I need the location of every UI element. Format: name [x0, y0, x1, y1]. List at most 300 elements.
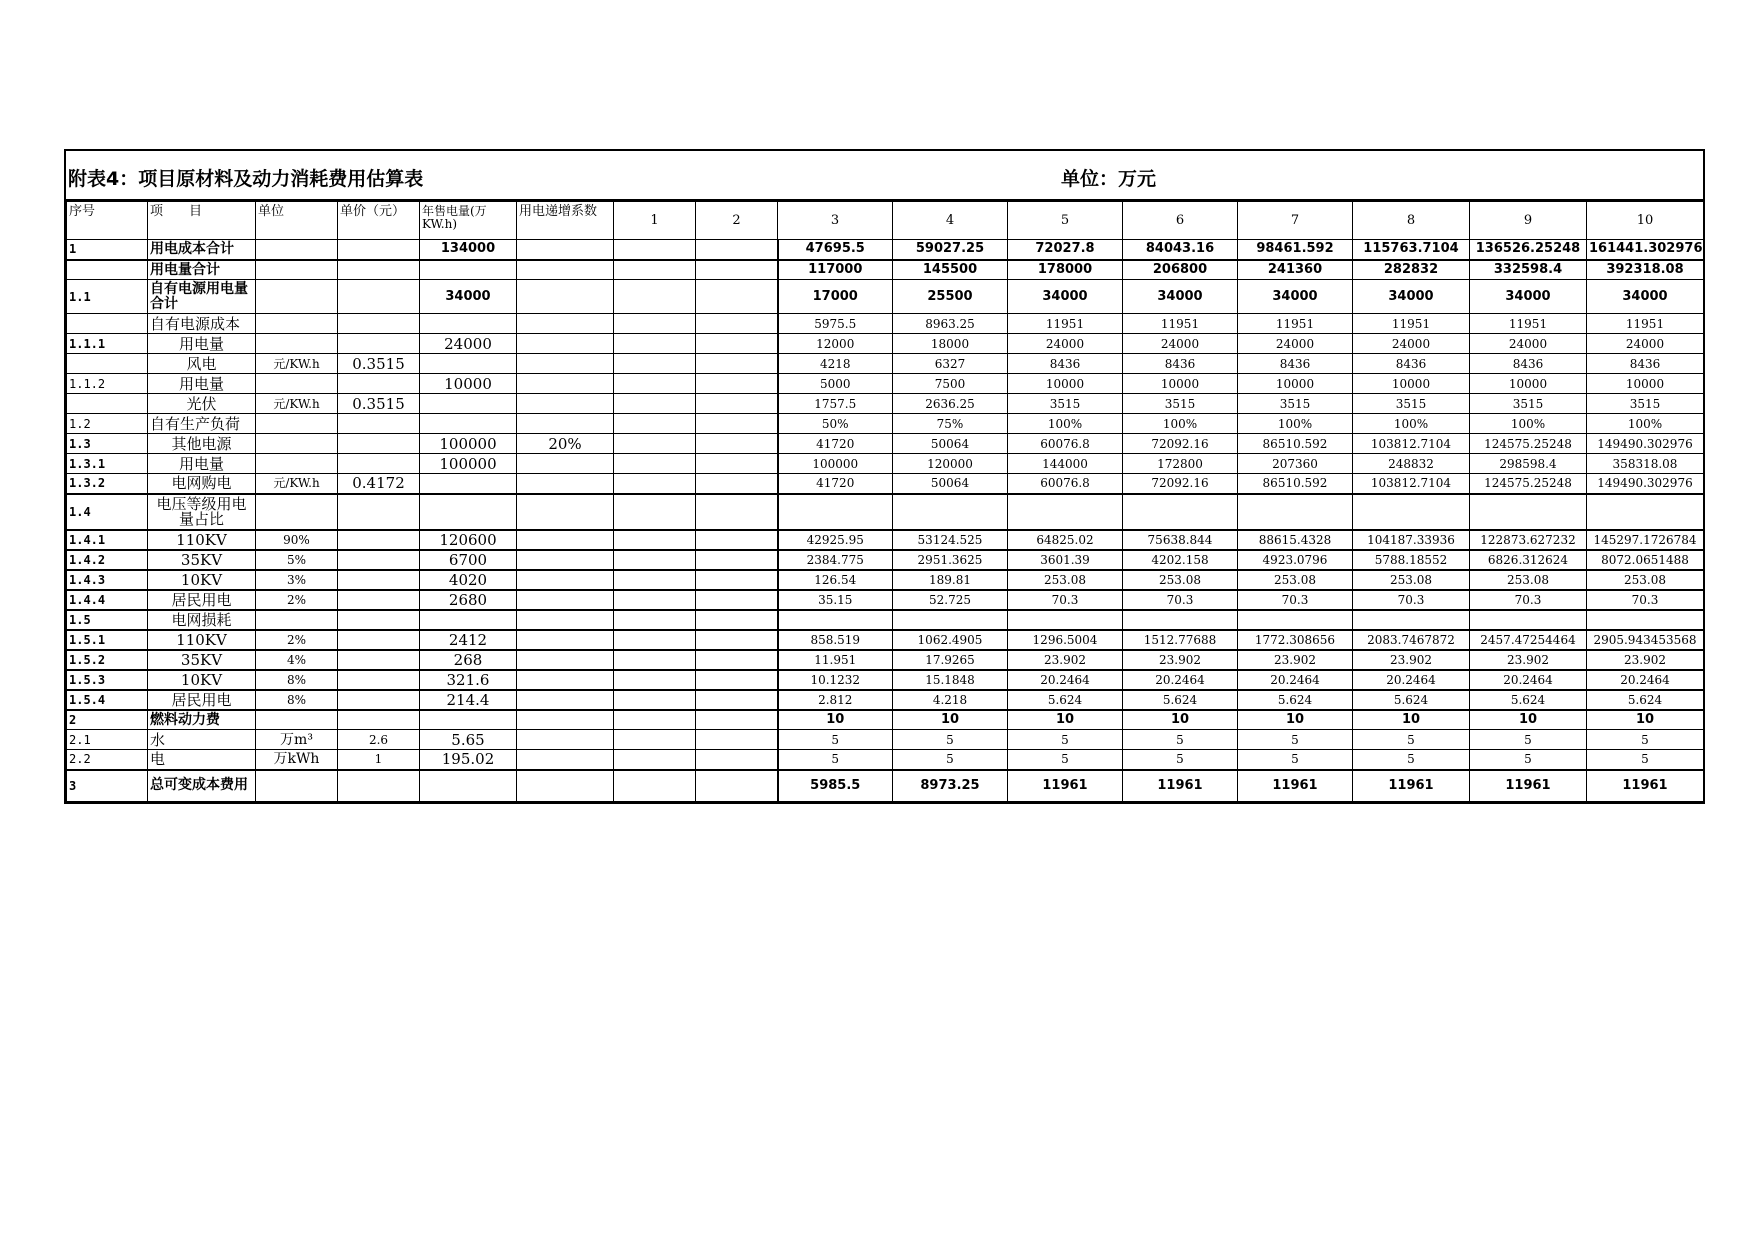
row-year-6: 5 [1123, 750, 1238, 770]
row-unit-price [338, 610, 420, 630]
row-year-2 [696, 394, 778, 414]
table-row [67, 550, 1704, 570]
row-seq: 1.3.2 [67, 474, 148, 494]
column-header: 4 [893, 202, 1008, 240]
row-annual-sales [420, 394, 517, 414]
row-year-8: 5 [1353, 750, 1470, 770]
row-year-1 [614, 454, 696, 474]
row-year-9: 5 [1470, 730, 1587, 750]
row-item-name: 用电量 [148, 454, 256, 474]
row-growth-coefficient [517, 690, 614, 710]
row-year-5: 10000 [1008, 374, 1123, 394]
table-row [67, 434, 1704, 454]
row-year-2 [696, 260, 778, 280]
row-year-4: 50064 [893, 434, 1008, 454]
row-unit: 元/KW.h [256, 394, 338, 414]
row-growth-coefficient [517, 770, 614, 802]
row-seq: 1.4.2 [67, 550, 148, 570]
row-year-5: 34000 [1008, 280, 1123, 314]
cost-table [66, 201, 1704, 802]
row-unit-price [338, 334, 420, 354]
row-unit-price: 2.6 [338, 730, 420, 750]
column-header: 3 [778, 202, 893, 240]
row-unit [256, 610, 338, 630]
row-year-1 [614, 394, 696, 414]
row-unit-price [338, 630, 420, 650]
row-year-7: 207360 [1238, 454, 1353, 474]
row-year-5: 60076.8 [1008, 474, 1123, 494]
row-year-5: 5.624 [1008, 690, 1123, 710]
row-unit: 8% [256, 670, 338, 690]
row-unit-price: 0.3515 [338, 354, 420, 374]
row-year-10: 392318.08 [1587, 260, 1704, 280]
row-year-1 [614, 280, 696, 314]
row-year-3: 12000 [778, 334, 893, 354]
row-item-name: 电 [148, 750, 256, 770]
column-header: 单位 [256, 202, 338, 240]
row-year-9: 124575.25248 [1470, 474, 1587, 494]
row-seq: 1.5.4 [67, 690, 148, 710]
row-year-1 [614, 570, 696, 590]
column-header: 单价（元） [338, 202, 420, 240]
table-row [67, 374, 1704, 394]
row-growth-coefficient [517, 570, 614, 590]
row-year-3: 858.519 [778, 630, 893, 650]
row-year-9: 100% [1470, 414, 1587, 434]
row-year-8 [1353, 494, 1470, 530]
row-year-1 [614, 610, 696, 630]
row-seq: 1.4.1 [67, 530, 148, 550]
row-year-8: 23.902 [1353, 650, 1470, 670]
row-item-name: 水 [148, 730, 256, 750]
row-year-3: 2.812 [778, 690, 893, 710]
row-item-name: 35KV [148, 650, 256, 670]
row-year-2 [696, 690, 778, 710]
row-year-7: 241360 [1238, 260, 1353, 280]
row-year-9 [1470, 494, 1587, 530]
row-annual-sales [420, 710, 517, 730]
row-year-9: 8436 [1470, 354, 1587, 374]
row-year-9: 20.2464 [1470, 670, 1587, 690]
row-unit [256, 240, 338, 260]
column-header: 项 目 [148, 202, 256, 240]
row-year-10: 10 [1587, 710, 1704, 730]
row-year-2 [696, 570, 778, 590]
row-item-name: 自有电源用电量合计 [148, 280, 256, 314]
row-growth-coefficient [517, 710, 614, 730]
table-row [67, 690, 1704, 710]
row-year-5: 10 [1008, 710, 1123, 730]
row-item-name: 居民用电 [148, 690, 256, 710]
row-year-8: 5 [1353, 730, 1470, 750]
row-year-7: 11951 [1238, 314, 1353, 334]
row-year-3: 1757.5 [778, 394, 893, 414]
row-year-9: 5 [1470, 750, 1587, 770]
row-year-6: 11961 [1123, 770, 1238, 802]
row-growth-coefficient [517, 610, 614, 630]
row-year-4: 5 [893, 730, 1008, 750]
row-unit [256, 434, 338, 454]
row-year-5 [1008, 610, 1123, 630]
row-year-7: 11961 [1238, 770, 1353, 802]
row-item-name: 自有电源成本 [148, 314, 256, 334]
row-year-4: 145500 [893, 260, 1008, 280]
row-item-name: 10KV [148, 670, 256, 690]
table-row [67, 770, 1704, 802]
row-unit: 90% [256, 530, 338, 550]
row-year-4: 75% [893, 414, 1008, 434]
table-row [67, 314, 1704, 334]
row-growth-coefficient [517, 394, 614, 414]
row-item-name: 总可变成本费用 [148, 770, 256, 802]
row-growth-coefficient [517, 650, 614, 670]
row-year-7: 20.2464 [1238, 670, 1353, 690]
table-row [67, 650, 1704, 670]
row-annual-sales: 10000 [420, 374, 517, 394]
table-row [67, 710, 1704, 730]
row-annual-sales: 2412 [420, 630, 517, 650]
row-year-2 [696, 730, 778, 750]
row-year-4: 5 [893, 750, 1008, 770]
row-year-10: 34000 [1587, 280, 1704, 314]
row-item-name: 用电成本合计 [148, 240, 256, 260]
row-year-2 [696, 650, 778, 670]
row-growth-coefficient [517, 630, 614, 650]
row-year-5: 1296.5004 [1008, 630, 1123, 650]
row-annual-sales: 214.4 [420, 690, 517, 710]
row-year-6: 5 [1123, 730, 1238, 750]
row-year-5: 178000 [1008, 260, 1123, 280]
table-row [67, 630, 1704, 650]
row-year-10: 149490.302976 [1587, 434, 1704, 454]
row-year-3: 5 [778, 730, 893, 750]
row-year-4: 189.81 [893, 570, 1008, 590]
row-year-1 [614, 530, 696, 550]
row-year-3: 126.54 [778, 570, 893, 590]
row-year-10: 10000 [1587, 374, 1704, 394]
row-year-4: 18000 [893, 334, 1008, 354]
row-seq: 2.1 [67, 730, 148, 750]
row-unit-price [338, 670, 420, 690]
row-unit-price [338, 434, 420, 454]
row-year-8: 2083.7467872 [1353, 630, 1470, 650]
row-growth-coefficient [517, 730, 614, 750]
row-year-3: 17000 [778, 280, 893, 314]
row-year-10: 8436 [1587, 354, 1704, 374]
row-year-5: 3515 [1008, 394, 1123, 414]
row-growth-coefficient [517, 280, 614, 314]
row-year-7: 5.624 [1238, 690, 1353, 710]
row-year-4: 53124.525 [893, 530, 1008, 550]
row-growth-coefficient [517, 750, 614, 770]
row-year-2 [696, 770, 778, 802]
row-year-9: 11961 [1470, 770, 1587, 802]
row-year-2 [696, 494, 778, 530]
row-year-7: 88615.4328 [1238, 530, 1353, 550]
row-year-6: 20.2464 [1123, 670, 1238, 690]
row-year-1 [614, 414, 696, 434]
row-year-3: 35.15 [778, 590, 893, 610]
row-year-4: 25500 [893, 280, 1008, 314]
row-year-7: 5 [1238, 750, 1353, 770]
row-year-7: 70.3 [1238, 590, 1353, 610]
row-seq [67, 314, 148, 334]
row-item-name: 电网购电 [148, 474, 256, 494]
row-item-name: 自有生产负荷 [148, 414, 256, 434]
row-year-5: 72027.8 [1008, 240, 1123, 260]
row-year-5: 24000 [1008, 334, 1123, 354]
row-annual-sales [420, 610, 517, 630]
row-year-6: 4202.158 [1123, 550, 1238, 570]
row-unit-price [338, 570, 420, 590]
row-year-10: 2905.943453568 [1587, 630, 1704, 650]
row-year-5: 11961 [1008, 770, 1123, 802]
row-year-6: 172800 [1123, 454, 1238, 474]
row-growth-coefficient [517, 314, 614, 334]
row-item-name: 10KV [148, 570, 256, 590]
row-year-1 [614, 374, 696, 394]
row-seq: 1.4.4 [67, 590, 148, 610]
row-year-7: 98461.592 [1238, 240, 1353, 260]
table-row [67, 474, 1704, 494]
column-header: 7 [1238, 202, 1353, 240]
row-year-2 [696, 590, 778, 610]
row-year-4: 52.725 [893, 590, 1008, 610]
row-unit-price [338, 770, 420, 802]
row-year-6: 70.3 [1123, 590, 1238, 610]
row-year-5: 23.902 [1008, 650, 1123, 670]
column-header: 年售电量(万KW.h) [420, 202, 517, 240]
row-year-10: 358318.08 [1587, 454, 1704, 474]
row-annual-sales [420, 414, 517, 434]
row-year-1 [614, 550, 696, 570]
row-year-2 [696, 280, 778, 314]
row-year-9: 10 [1470, 710, 1587, 730]
row-year-6: 84043.16 [1123, 240, 1238, 260]
row-unit-price: 0.4172 [338, 474, 420, 494]
table-row [67, 570, 1704, 590]
row-year-1 [614, 260, 696, 280]
row-year-6: 34000 [1123, 280, 1238, 314]
row-unit-price [338, 260, 420, 280]
row-year-4: 17.9265 [893, 650, 1008, 670]
row-seq [67, 394, 148, 414]
row-unit-price [338, 454, 420, 474]
page-title: 附表4：项目原材料及动力消耗费用估算表 [68, 168, 424, 190]
row-year-7: 4923.0796 [1238, 550, 1353, 570]
row-year-8: 282832 [1353, 260, 1470, 280]
row-year-10: 24000 [1587, 334, 1704, 354]
row-year-9: 298598.4 [1470, 454, 1587, 474]
row-year-4: 2951.3625 [893, 550, 1008, 570]
column-header: 5 [1008, 202, 1123, 240]
row-year-10: 8072.0651488 [1587, 550, 1704, 570]
row-year-8: 103812.7104 [1353, 434, 1470, 454]
row-annual-sales: 268 [420, 650, 517, 670]
row-year-9: 23.902 [1470, 650, 1587, 670]
row-year-1 [614, 474, 696, 494]
row-year-9: 10000 [1470, 374, 1587, 394]
row-year-7 [1238, 610, 1353, 630]
row-year-10: 5 [1587, 730, 1704, 750]
row-unit: 5% [256, 550, 338, 570]
table-row [67, 530, 1704, 550]
row-year-10: 5.624 [1587, 690, 1704, 710]
row-year-4: 1062.4905 [893, 630, 1008, 650]
row-year-5: 144000 [1008, 454, 1123, 474]
cost-estimate-sheet [64, 149, 1705, 804]
row-item-name: 用电量 [148, 334, 256, 354]
row-seq: 1.5 [67, 610, 148, 630]
row-seq: 3 [67, 770, 148, 802]
table-row [67, 610, 1704, 630]
row-year-4: 8963.25 [893, 314, 1008, 334]
row-unit-price [338, 280, 420, 314]
row-year-9: 24000 [1470, 334, 1587, 354]
row-growth-coefficient [517, 240, 614, 260]
row-unit [256, 334, 338, 354]
row-annual-sales: 100000 [420, 434, 517, 454]
row-year-8: 104187.33936 [1353, 530, 1470, 550]
row-year-9: 122873.627232 [1470, 530, 1587, 550]
row-item-name: 35KV [148, 550, 256, 570]
row-year-2 [696, 374, 778, 394]
row-year-3 [778, 494, 893, 530]
row-unit: 2% [256, 630, 338, 650]
row-year-6 [1123, 494, 1238, 530]
row-seq: 1.2 [67, 414, 148, 434]
row-year-1 [614, 710, 696, 730]
row-year-5: 20.2464 [1008, 670, 1123, 690]
row-year-3: 10 [778, 710, 893, 730]
row-year-2 [696, 530, 778, 550]
row-year-8: 8436 [1353, 354, 1470, 374]
row-seq: 1.3.1 [67, 454, 148, 474]
row-year-1 [614, 750, 696, 770]
row-year-8: 248832 [1353, 454, 1470, 474]
row-year-4: 10 [893, 710, 1008, 730]
row-year-3: 5985.5 [778, 770, 893, 802]
row-year-9: 2457.47254464 [1470, 630, 1587, 650]
row-year-8 [1353, 610, 1470, 630]
row-year-2 [696, 610, 778, 630]
table-row [67, 454, 1704, 474]
row-year-5: 60076.8 [1008, 434, 1123, 454]
row-year-7: 253.08 [1238, 570, 1353, 590]
row-year-1 [614, 314, 696, 334]
row-year-9: 253.08 [1470, 570, 1587, 590]
row-unit-price [338, 414, 420, 434]
row-year-4: 50064 [893, 474, 1008, 494]
row-year-10 [1587, 494, 1704, 530]
row-item-name: 电压等级用电量占比 [148, 494, 256, 530]
row-seq: 1.1.2 [67, 374, 148, 394]
row-year-3: 5975.5 [778, 314, 893, 334]
row-year-5: 100% [1008, 414, 1123, 434]
row-unit: 万kWh [256, 750, 338, 770]
row-year-6: 206800 [1123, 260, 1238, 280]
row-growth-coefficient [517, 334, 614, 354]
row-year-10: 3515 [1587, 394, 1704, 414]
row-year-10: 20.2464 [1587, 670, 1704, 690]
row-year-8: 100% [1353, 414, 1470, 434]
row-year-6: 1512.77688 [1123, 630, 1238, 650]
row-year-1 [614, 240, 696, 260]
row-year-4: 8973.25 [893, 770, 1008, 802]
row-year-8: 11961 [1353, 770, 1470, 802]
row-year-3: 50% [778, 414, 893, 434]
row-year-4: 4.218 [893, 690, 1008, 710]
row-annual-sales: 120600 [420, 530, 517, 550]
row-year-6: 72092.16 [1123, 474, 1238, 494]
row-unit: 元/KW.h [256, 474, 338, 494]
row-year-3: 4218 [778, 354, 893, 374]
row-year-10: 23.902 [1587, 650, 1704, 670]
row-year-4 [893, 610, 1008, 630]
table-row [67, 750, 1704, 770]
table-row [67, 730, 1704, 750]
row-seq: 2.2 [67, 750, 148, 770]
row-growth-coefficient [517, 374, 614, 394]
row-year-6: 23.902 [1123, 650, 1238, 670]
row-growth-coefficient [517, 454, 614, 474]
row-year-7: 5 [1238, 730, 1353, 750]
row-year-5: 70.3 [1008, 590, 1123, 610]
row-year-2 [696, 474, 778, 494]
row-year-10: 253.08 [1587, 570, 1704, 590]
row-year-9: 124575.25248 [1470, 434, 1587, 454]
row-seq: 1.1.1 [67, 334, 148, 354]
row-growth-coefficient [517, 550, 614, 570]
row-growth-coefficient [517, 494, 614, 530]
row-year-3: 5000 [778, 374, 893, 394]
row-year-3: 41720 [778, 434, 893, 454]
row-year-6: 100% [1123, 414, 1238, 434]
row-year-10: 145297.1726784 [1587, 530, 1704, 550]
row-annual-sales: 100000 [420, 454, 517, 474]
row-year-2 [696, 630, 778, 650]
row-annual-sales: 195.02 [420, 750, 517, 770]
row-year-7: 86510.592 [1238, 474, 1353, 494]
row-year-8: 253.08 [1353, 570, 1470, 590]
row-year-3: 117000 [778, 260, 893, 280]
row-year-9: 3515 [1470, 394, 1587, 414]
table-row [67, 494, 1704, 530]
row-unit-price: 1 [338, 750, 420, 770]
row-unit-price [338, 314, 420, 334]
row-seq: 1.3 [67, 434, 148, 454]
row-year-6: 10000 [1123, 374, 1238, 394]
row-year-1 [614, 354, 696, 374]
table-row [67, 334, 1704, 354]
row-unit [256, 454, 338, 474]
row-annual-sales: 321.6 [420, 670, 517, 690]
row-annual-sales: 34000 [420, 280, 517, 314]
row-item-name: 用电量合计 [148, 260, 256, 280]
row-year-10: 11951 [1587, 314, 1704, 334]
row-unit-price [338, 374, 420, 394]
row-seq: 1.4 [67, 494, 148, 530]
column-header: 序号 [67, 202, 148, 240]
row-year-2 [696, 670, 778, 690]
row-year-2 [696, 454, 778, 474]
row-year-9: 5.624 [1470, 690, 1587, 710]
row-year-3: 11.951 [778, 650, 893, 670]
row-unit-price [338, 710, 420, 730]
table-row [67, 394, 1704, 414]
row-year-7 [1238, 494, 1353, 530]
row-year-5: 8436 [1008, 354, 1123, 374]
